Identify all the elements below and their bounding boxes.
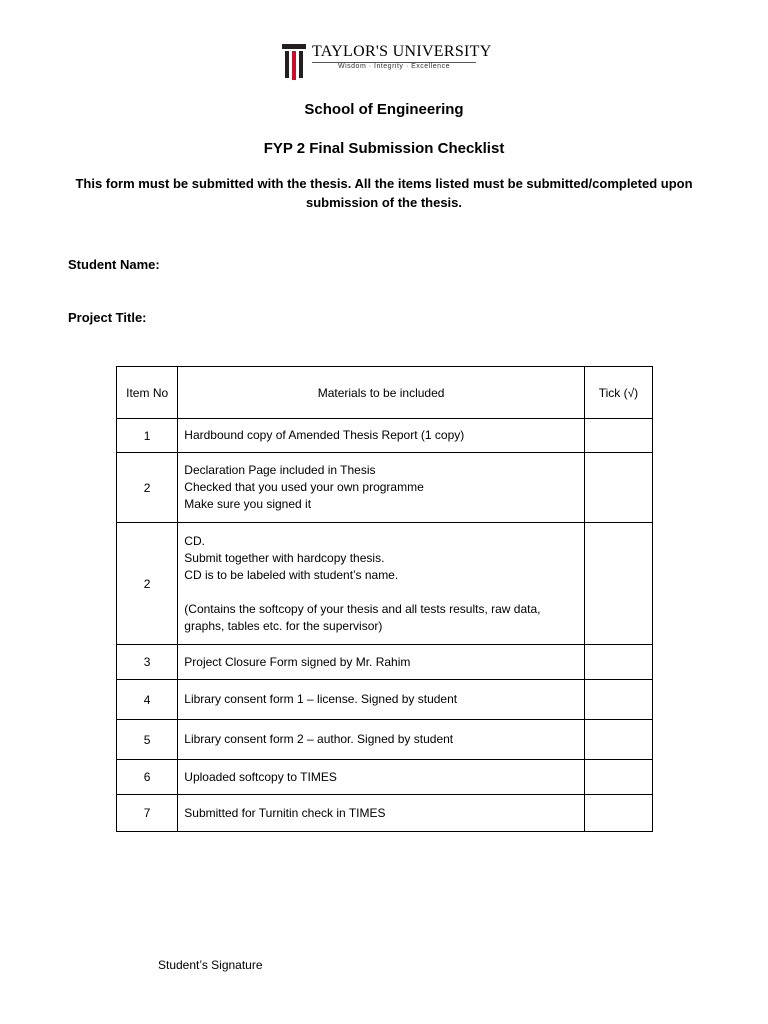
item-number: 3: [117, 645, 178, 680]
tick-cell[interactable]: [584, 680, 652, 720]
material-line: (Contains the softcopy of your thesis and all tests results, raw data,: [184, 601, 541, 616]
material-description: [178, 645, 585, 680]
student-signature-label: Student’s Signature: [158, 958, 263, 972]
material-line: Library consent form 2 – author. Signed by student: [184, 732, 454, 746]
material-line: CD.: [184, 533, 205, 548]
material-line: Submitted for Turnitin check in TIMES: [184, 805, 386, 820]
item-number: 4: [117, 680, 178, 720]
tick-cell[interactable]: [584, 453, 652, 523]
material-description: [178, 419, 585, 453]
material-line: Uploaded softcopy to TIMES: [184, 769, 337, 784]
form-title: FYP 2 Final Submission Checklist: [263, 140, 505, 157]
material-description: [178, 680, 585, 720]
tick-cell[interactable]: [584, 795, 652, 832]
table-row: [117, 453, 653, 523]
material-line: CD is to be labeled with student’s name.: [184, 567, 399, 582]
tick-cell[interactable]: [584, 645, 652, 680]
line-gap: [184, 584, 584, 601]
material-line: Declaration Page included in Thesis: [184, 463, 376, 477]
material-description: [178, 760, 585, 795]
tick-cell[interactable]: [584, 720, 652, 760]
material-line: Project Closure Form signed by Mr. Rahim: [184, 654, 411, 669]
material-line: Library consent form 1 – license. Signed by student: [184, 692, 458, 706]
material-line: Make sure you signed it: [184, 497, 312, 511]
material-line: Submit together with hardcopy thesis.: [184, 550, 385, 565]
header-materials: Materials to be included: [178, 367, 585, 419]
checklist-table: [116, 366, 653, 832]
item-number: 1: [117, 419, 178, 453]
table-row: [117, 680, 653, 720]
material-description: [178, 453, 585, 523]
material-description: [178, 523, 585, 645]
material-line: graphs, tables etc. for the supervisor): [184, 618, 383, 633]
header-item-no: Item No: [117, 367, 178, 419]
table-row: [117, 419, 653, 453]
item-number: 2: [117, 453, 178, 523]
item-number: 2: [117, 523, 178, 645]
item-number: 6: [117, 760, 178, 795]
instructions-text: This form must be submitted with the thesis. All the items listed must be submitted/completed upon submission of the thesis.: [75, 176, 693, 210]
project-title-label: Project Title:: [68, 310, 147, 325]
tick-cell[interactable]: [584, 419, 652, 453]
tick-cell[interactable]: [584, 523, 652, 645]
table-row: [117, 795, 653, 832]
taylors-crest-icon: [282, 44, 306, 80]
item-number: 7: [117, 795, 178, 832]
table-row: [117, 645, 653, 680]
school-heading: School of Engineering: [304, 101, 464, 118]
student-name-label: Student Name:: [68, 257, 160, 272]
material-line: Hardbound copy of Amended Thesis Report (1 copy): [184, 428, 465, 442]
logo-wordmark: TAYLOR'S UNIVERSITY: [312, 43, 492, 60]
table-row: [117, 523, 653, 645]
item-number: 5: [117, 720, 178, 760]
material-description: [178, 795, 585, 832]
table-header-row: [117, 367, 653, 419]
table-row: [117, 720, 653, 760]
table-row: [117, 760, 653, 795]
material-description: [178, 720, 585, 760]
header-tick: Tick (√): [584, 367, 652, 419]
university-logo: [282, 42, 492, 82]
material-line: Checked that you used your own programme: [184, 480, 424, 494]
tick-cell[interactable]: [584, 760, 652, 795]
logo-tagline: Wisdom · Integrity · Excellence: [338, 63, 450, 70]
